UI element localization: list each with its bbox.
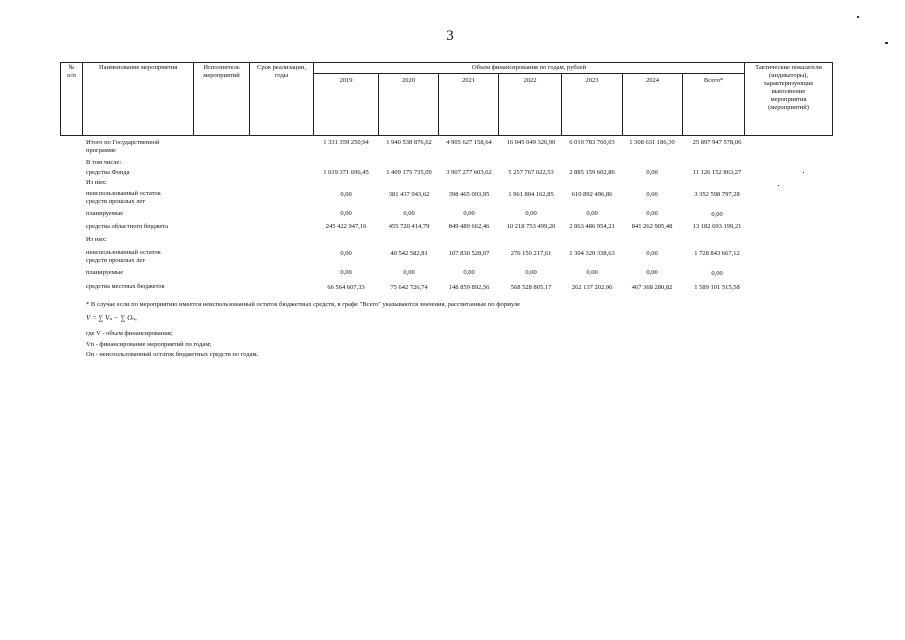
scan-speck bbox=[778, 185, 779, 186]
row-label: планируемые bbox=[86, 210, 124, 217]
row-label: средства областного бюджета bbox=[86, 223, 169, 230]
header-total: Всего* bbox=[703, 77, 724, 84]
header-year-2024: 2024 bbox=[646, 77, 659, 84]
cell-value: 1 589 101 515,58 bbox=[694, 284, 740, 291]
header-year-2022: 2022 bbox=[523, 77, 537, 84]
cell-value: 0,00 bbox=[463, 269, 475, 276]
cell-value: 849 489 662,46 bbox=[448, 223, 490, 230]
header-funding: Объем финансирования по годам, рублей bbox=[471, 64, 587, 71]
cell-value: 5 257 767 022,53 bbox=[508, 169, 554, 176]
cell-value: 0,00 bbox=[711, 211, 723, 218]
cell-value: 1 308 631 186,30 bbox=[629, 139, 675, 146]
cell-value: 398 465 093,95 bbox=[448, 191, 490, 198]
header-indicators: Тактические показатели (индикаторы), характеризующие выполнение мероприятия (мероприятий) bbox=[755, 64, 822, 111]
cell-value: 0,00 bbox=[646, 191, 658, 198]
row-label: планируемые bbox=[86, 269, 124, 276]
row-label: Итого по Государственной программе bbox=[86, 139, 160, 154]
cell-value: 3 907 277 603,62 bbox=[446, 169, 492, 176]
note-line-vn: Vn - финансирование мероприятий по годам; bbox=[86, 341, 212, 348]
cell-value: 0,00 bbox=[646, 210, 658, 217]
cell-value: 245 422 947,16 bbox=[325, 223, 367, 230]
row-label: Из них: bbox=[86, 179, 107, 186]
cell-value: 841 262 905,48 bbox=[631, 223, 673, 230]
header-num: № п/п bbox=[67, 64, 76, 79]
header-year-2023: 2023 bbox=[585, 77, 599, 84]
cell-value: 467 368 280,82 bbox=[631, 284, 673, 291]
cell-value: 0,00 bbox=[525, 269, 537, 276]
cell-value: 2 885 159 602,86 bbox=[569, 169, 615, 176]
cell-value: 0,00 bbox=[340, 210, 352, 217]
cell-value: 381 437 043,62 bbox=[388, 191, 430, 198]
formula: V = ∑ Vₙ − ∑ Oₙ, bbox=[86, 314, 137, 322]
header-year-2020: 2020 bbox=[402, 77, 415, 84]
note-line-v: где V - объем финансирования; bbox=[86, 330, 173, 337]
cell-value: 40 542 582,81 bbox=[390, 250, 428, 257]
row-label: В том числе: bbox=[86, 159, 122, 166]
cell-value: 0,00 bbox=[646, 169, 658, 176]
cell-value: 455 720 414,79 bbox=[388, 223, 430, 230]
cell-value: 1 409 175 735,09 bbox=[386, 169, 432, 176]
header-year-2021: 2021 bbox=[462, 77, 475, 84]
cell-value: 3 352 598 797,28 bbox=[694, 191, 740, 198]
row-label: средства местных бюджетов bbox=[86, 283, 165, 290]
cell-value: 0,00 bbox=[340, 191, 352, 198]
cell-value: 0,00 bbox=[646, 269, 658, 276]
row-label: средства Фонда bbox=[86, 169, 130, 176]
cell-value: 1 940 538 876,62 bbox=[386, 139, 432, 146]
cell-value: 1 331 359 250,94 bbox=[323, 139, 369, 146]
header-period: Срок реализации, годы bbox=[256, 64, 306, 79]
header-name: Наименование мероприятия bbox=[98, 64, 178, 71]
cell-value: 1 728 843 667,12 bbox=[694, 250, 740, 257]
scan-speck bbox=[857, 16, 859, 18]
cell-value: 0,00 bbox=[711, 270, 723, 277]
cell-value: 0,00 bbox=[403, 210, 415, 217]
cell-value: 1 961 804 162,85 bbox=[508, 191, 554, 198]
cell-value: 610 892 496,86 bbox=[571, 191, 613, 198]
page-number: 3 bbox=[446, 28, 454, 44]
scan-speck bbox=[885, 42, 888, 44]
header-executor: Исполнитель мероприятий bbox=[203, 64, 240, 79]
cell-value: 6 010 783 760,03 bbox=[569, 139, 615, 146]
cell-value: 2 863 486 954,21 bbox=[569, 223, 615, 230]
cell-value: 25 897 947 578,06 bbox=[692, 139, 742, 146]
cell-value: 0,00 bbox=[340, 250, 352, 257]
row-label: неиспользованный остаток средств прошлых лет bbox=[86, 249, 161, 264]
cell-value: 262 137 202,96 bbox=[571, 284, 613, 291]
cell-value: 107 830 528,07 bbox=[448, 250, 490, 257]
cell-value: 66 564 607,33 bbox=[327, 284, 365, 291]
note-line-on: On - неиспользованный остаток бюджетных средств по годам. bbox=[86, 351, 259, 358]
cell-value: 0,00 bbox=[646, 250, 658, 257]
row-label: Из них: bbox=[86, 236, 107, 243]
cell-value: 0,00 bbox=[463, 210, 475, 217]
row-label: неиспользованный остаток средств прошлых лет bbox=[86, 190, 161, 205]
cell-value: 1 304 320 338,63 bbox=[569, 250, 615, 257]
cell-value: 148 859 892,56 bbox=[448, 284, 490, 291]
footnote: * В случае если по мероприятию имеется неиспользованный остаток бюджетных средств, в графе "Всего" указываются значения, рассчитанные по формуле bbox=[86, 301, 521, 308]
cell-value: 0,00 bbox=[525, 210, 537, 217]
cell-value: 13 182 693 199,21 bbox=[692, 223, 742, 230]
cell-value: 4 905 627 158,64 bbox=[446, 139, 492, 146]
cell-value: 75 642 726,74 bbox=[390, 284, 428, 291]
cell-value: 0,00 bbox=[340, 269, 352, 276]
cell-value: 276 150 217,61 bbox=[510, 250, 552, 257]
cell-value: 0,00 bbox=[403, 269, 415, 276]
cell-value: 10 218 753 499,20 bbox=[506, 223, 556, 230]
header-year-2019: 2019 bbox=[339, 77, 353, 84]
cell-value: 11 126 152 863,27 bbox=[692, 169, 742, 176]
cell-value: 16 045 049 326,90 bbox=[506, 139, 556, 146]
cell-value: 1 019 371 696,45 bbox=[323, 169, 369, 176]
cell-value: 0,00 bbox=[586, 210, 598, 217]
scan-speck bbox=[803, 172, 804, 173]
cell-value: 568 528 805,17 bbox=[510, 284, 552, 291]
cell-value: 0,00 bbox=[586, 269, 598, 276]
